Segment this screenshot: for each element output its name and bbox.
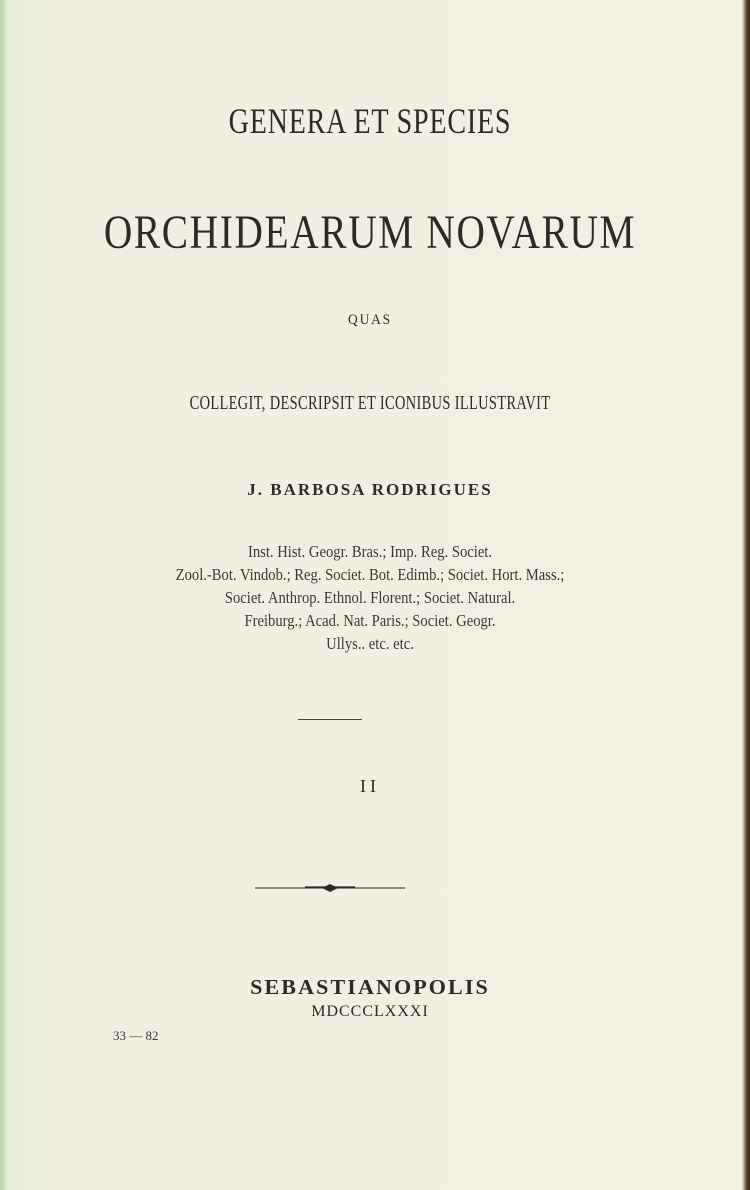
quas-line: QUAS [348, 312, 392, 328]
credentials-line: Freiburg.; Acad. Nat. Paris.; Societ. Geogr. [244, 611, 496, 630]
credentials-line: Inst. Hist. Geogr. Bras.; Imp. Reg. Societ. [247, 542, 493, 561]
title-line-1: GENERA ET SPECIES [228, 101, 512, 141]
credentials-line: Zool.-Bot. Vindob.; Reg. Societ. Bot. Edimb.; Societ. Hort. Mass.; [175, 565, 565, 584]
page-binding-edge [742, 0, 750, 1190]
credentials-line: Ullys.. etc. etc. [326, 634, 414, 653]
author-name: J. BARBOSA RODRIGUES [247, 480, 493, 499]
title-line-2: ORCHIDEARUM NOVARUM [103, 206, 637, 259]
credentials-line: Societ. Anthrop. Ethnol. Florent.; Societ. Natural. [224, 588, 516, 607]
imprint-city: SEBASTIANOPOLIS [250, 975, 490, 999]
author-credentials [52, 540, 688, 655]
imprint-year: MDCCCLXXXI [311, 1003, 429, 1020]
collegit-line: COLLEGIT, DESCRIPSIT ET ICONIBUS ILLUSTRAVIT [189, 392, 551, 414]
ornamental-rule [255, 881, 405, 895]
volume-number: II [360, 776, 380, 796]
signature-mark: 33 — 82 [113, 1028, 159, 1043]
divider-rule [298, 719, 362, 720]
